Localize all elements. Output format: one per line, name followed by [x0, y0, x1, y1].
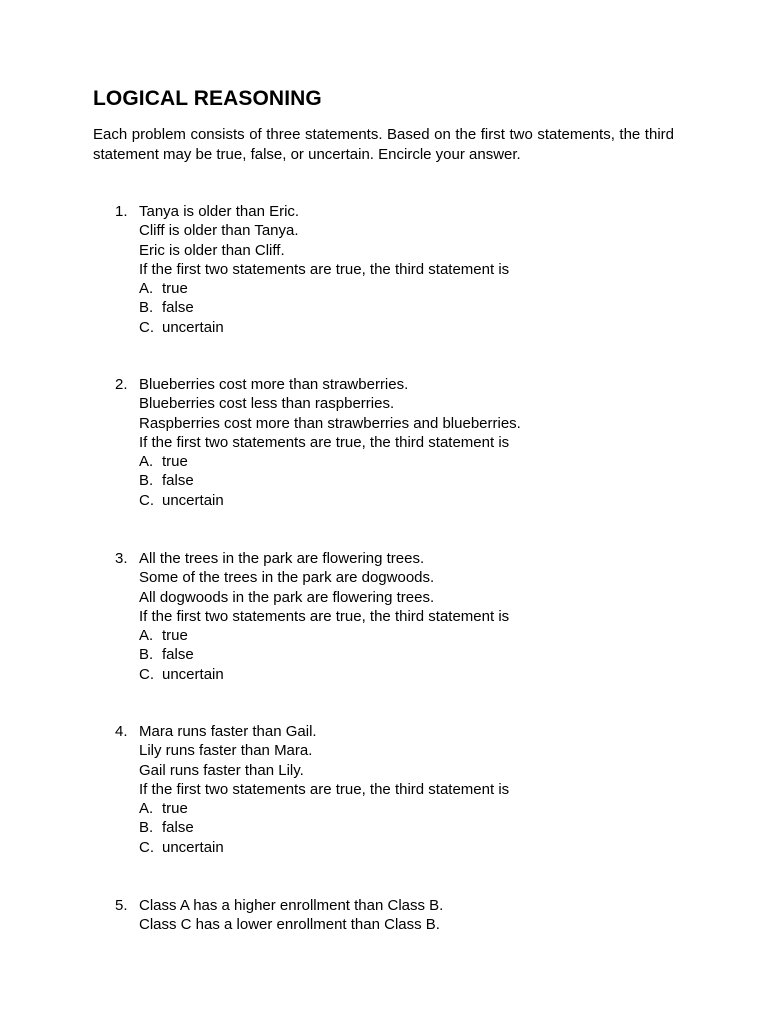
option-text: uncertain [162, 838, 224, 856]
question-number: 5. [115, 897, 128, 914]
question-number: 4. [115, 723, 128, 740]
answer-option-b[interactable] [139, 471, 699, 490]
option-text: false [162, 819, 194, 837]
option-text: true [162, 280, 188, 298]
question-number: 1. [115, 203, 128, 220]
question-body [139, 549, 699, 684]
answer-option-a[interactable] [139, 799, 699, 818]
option-text: uncertain [162, 318, 224, 336]
option-text: false [162, 299, 194, 317]
answer-option-c[interactable] [139, 838, 699, 857]
answer-option-a[interactable] [139, 452, 699, 471]
option-text: uncertain [162, 491, 224, 509]
question-prompt: If the first two statements are true, the third statement is [139, 780, 510, 798]
option-letter: C. [139, 665, 154, 683]
statement: Mara runs faster than Gail. [139, 723, 317, 740]
question-body [139, 202, 699, 337]
question-body [139, 896, 699, 935]
option-letter: B. [139, 819, 154, 837]
option-letter: A. [139, 280, 154, 298]
answer-option-c[interactable] [139, 665, 699, 684]
question-prompt: If the first two statements are true, the third statement is [139, 260, 510, 278]
answer-option-a[interactable] [139, 626, 699, 645]
answer-option-c[interactable] [139, 491, 699, 510]
question-prompt: If the first two statements are true, the third statement is [139, 433, 510, 451]
answer-option-b[interactable] [139, 645, 699, 664]
answer-option-c[interactable] [139, 318, 699, 337]
statement: Some of the trees in the park are dogwoods. [139, 569, 435, 587]
answer-option-a[interactable] [139, 279, 699, 298]
option-letter: A. [139, 453, 154, 471]
statement: Gail runs faster than Lily. [139, 761, 304, 779]
option-letter: B. [139, 299, 154, 317]
question-number: 2. [115, 376, 128, 393]
statement: Eric is older than Cliff. [139, 241, 285, 259]
option-letter: C. [139, 491, 154, 509]
option-letter: A. [139, 800, 154, 818]
statement: Class C has a lower enrollment than Class B. [139, 916, 440, 934]
answer-option-b[interactable] [139, 298, 699, 317]
answer-option-b[interactable] [139, 818, 699, 837]
statement: All the trees in the park are flowering trees. [139, 550, 425, 567]
question-prompt: If the first two statements are true, the third statement is [139, 607, 510, 625]
option-letter: B. [139, 472, 154, 490]
question-body [139, 722, 699, 857]
statement: Blueberries cost more than strawberries. [139, 376, 409, 393]
option-text: true [162, 800, 188, 818]
option-text: uncertain [162, 665, 224, 683]
option-text: true [162, 453, 188, 471]
statement: Tanya is older than Eric. [139, 203, 300, 220]
statement: Raspberries cost more than strawberries and blueberries. [139, 414, 521, 432]
statement: All dogwoods in the park are flowering trees. [139, 588, 435, 606]
option-letter: C. [139, 318, 154, 336]
statement: Lily runs faster than Mara. [139, 742, 313, 760]
option-letter: C. [139, 838, 154, 856]
option-text: false [162, 472, 194, 490]
statement: Cliff is older than Tanya. [139, 222, 299, 240]
option-letter: B. [139, 646, 154, 664]
option-text: false [162, 646, 194, 664]
option-letter: A. [139, 627, 154, 645]
page-title: LOGICAL REASONING [93, 87, 322, 110]
question-body [139, 375, 699, 510]
question-number: 3. [115, 550, 128, 567]
instructions-paragraph: Each problem consists of three statements. Based on the first two statements, the third statement may be true, false, or uncertain. Encircle your answer. [93, 126, 674, 163]
option-text: true [162, 627, 188, 645]
statement: Class A has a higher enrollment than Class B. [139, 897, 444, 914]
statement: Blueberries cost less than raspberries. [139, 395, 395, 413]
